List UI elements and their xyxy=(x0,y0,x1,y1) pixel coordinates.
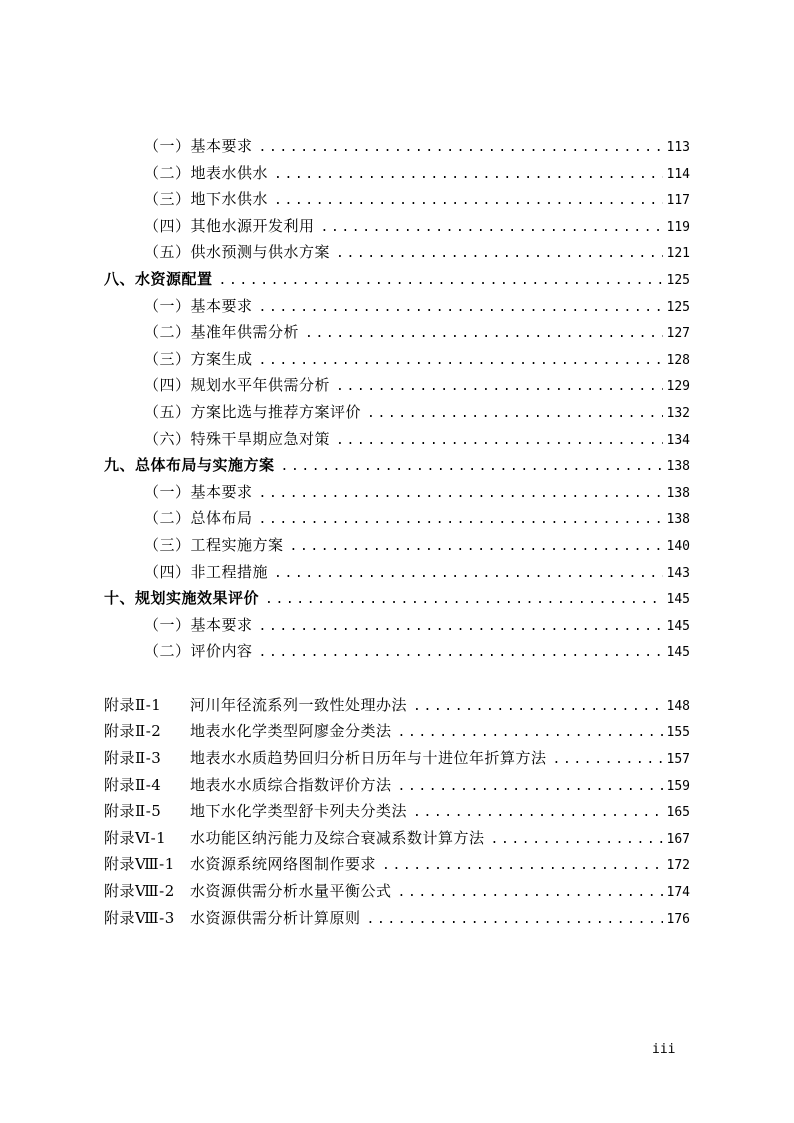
toc-appendix-label xyxy=(104,851,376,878)
toc-section-entry[interactable] xyxy=(104,133,690,160)
toc-entry-page: 176 xyxy=(666,911,690,927)
toc-leader-dots xyxy=(491,827,663,854)
toc-leader-dots xyxy=(413,800,663,827)
appendix-title: 水功能区纳污能力及综合衰减系数计算方法 xyxy=(190,828,485,847)
appendix-code: 附录Ⅱ-4 xyxy=(104,775,162,794)
toc-section-entry[interactable] xyxy=(104,479,690,506)
toc-entry-label: （二）基准年供需分析 xyxy=(144,323,300,342)
toc-section-entry[interactable] xyxy=(104,426,690,453)
appendix-code: 附录Ⅱ-5 xyxy=(104,802,162,821)
toc-entry-page: 148 xyxy=(666,698,690,714)
toc-entry-page: 132 xyxy=(666,405,690,421)
toc-leader-dots xyxy=(259,135,663,162)
toc-leader-dots xyxy=(219,268,663,295)
toc-entry-page: 134 xyxy=(666,432,690,448)
toc-entry-page: 127 xyxy=(666,326,690,342)
appendix-title: 水资源供需分析计算原则 xyxy=(190,908,361,927)
toc-leader-dots xyxy=(321,215,663,242)
toc-leader-dots xyxy=(265,587,663,614)
toc-leader-dots xyxy=(367,907,663,934)
toc-entries xyxy=(104,133,690,665)
toc-entry-label: （一）基本要求 xyxy=(144,615,253,634)
appendix-code: 附录Ⅷ-3 xyxy=(104,908,175,927)
toc-entry-page: 129 xyxy=(666,379,690,395)
toc-leader-dots xyxy=(290,534,663,561)
toc-leader-dots xyxy=(553,747,663,774)
toc-appendix-entry[interactable] xyxy=(104,745,690,772)
toc-entry-label: 八、水资源配置 xyxy=(104,269,213,288)
toc-entry-page: 159 xyxy=(666,778,690,794)
page-number: iii xyxy=(652,1042,676,1057)
toc-leader-dots xyxy=(259,640,663,667)
toc-leader-dots xyxy=(274,561,663,588)
toc-section-entry[interactable] xyxy=(104,505,690,532)
toc-entry-label: （二）评价内容 xyxy=(144,642,253,661)
appendix-title: 地表水水质趋势回归分析日历年与十进位年折算方法 xyxy=(190,749,547,768)
toc-entry-page: 128 xyxy=(666,352,690,368)
toc-appendix-entry[interactable] xyxy=(104,878,690,905)
toc-leader-dots xyxy=(274,188,663,215)
toc-entry-page: 145 xyxy=(666,618,690,634)
toc-entry-page: 117 xyxy=(666,193,690,209)
toc-appendices xyxy=(104,692,690,931)
toc-appendix-label xyxy=(104,878,392,905)
toc-appendix-label xyxy=(104,905,361,932)
toc-leader-dots xyxy=(259,507,663,534)
toc-section-entry[interactable] xyxy=(104,186,690,213)
toc-entry-page: 167 xyxy=(666,831,690,847)
toc-entry-label: （一）基本要求 xyxy=(144,296,253,315)
toc-section-entry[interactable] xyxy=(104,239,690,266)
toc-entry-page: 138 xyxy=(666,459,690,475)
appendix-title: 地表水化学类型阿廖金分类法 xyxy=(190,722,392,741)
toc-entry-label: （三）方案生成 xyxy=(144,349,253,368)
toc-entry-label: 九、总体布局与实施方案 xyxy=(104,456,275,475)
toc-leader-dots xyxy=(398,774,663,801)
appendix-code: 附录Ⅱ-2 xyxy=(104,722,162,741)
toc-leader-dots xyxy=(259,481,663,508)
toc-section-entry[interactable] xyxy=(104,399,690,426)
toc-entry-page: 113 xyxy=(666,140,690,155)
toc-appendix-label xyxy=(104,745,547,772)
toc-leader-dots xyxy=(259,348,663,375)
toc-leader-dots xyxy=(382,853,663,880)
toc-entry-label: 十、规划实施效果评价 xyxy=(104,589,260,608)
appendix-title: 水资源系统网络图制作要求 xyxy=(190,855,377,874)
toc-entry-label: （二）地表水供水 xyxy=(144,163,269,182)
toc-leader-dots xyxy=(336,374,663,401)
toc-entry-label: （四）其他水源开发利用 xyxy=(144,216,315,235)
toc-leader-dots xyxy=(398,880,663,907)
toc-entry-page: 165 xyxy=(666,805,690,821)
appendix-code: 附录Ⅱ-3 xyxy=(104,749,162,768)
table-of-contents xyxy=(104,133,690,931)
toc-entry-page: 114 xyxy=(666,166,690,182)
toc-leader-dots xyxy=(413,694,663,721)
toc-leader-dots xyxy=(398,720,663,747)
toc-section-entry[interactable] xyxy=(104,638,690,665)
toc-appendix-entry[interactable] xyxy=(104,798,690,825)
toc-entry-label: （六）特殊干旱期应急对策 xyxy=(144,429,331,448)
toc-entry-label: （四）规划水平年供需分析 xyxy=(144,376,331,395)
toc-appendix-label xyxy=(104,772,392,799)
appendix-title: 地表水水质综合指数评价方法 xyxy=(190,775,392,794)
toc-appendix-entry[interactable] xyxy=(104,825,690,852)
toc-entry-page: 145 xyxy=(666,592,690,608)
toc-entry-label: （五）供水预测与供水方案 xyxy=(144,243,331,262)
toc-entry-page: 125 xyxy=(666,299,690,315)
toc-entry-label: （三）地下水供水 xyxy=(144,190,269,209)
toc-leader-dots xyxy=(274,162,663,189)
toc-section-entry[interactable] xyxy=(104,160,690,187)
toc-leader-dots xyxy=(336,428,663,455)
toc-entry-label: （五）方案比选与推荐方案评价 xyxy=(144,402,362,421)
toc-appendix-entry[interactable] xyxy=(104,905,690,932)
toc-section-entry[interactable] xyxy=(104,346,690,373)
appendix-code: 附录Ⅷ-1 xyxy=(104,855,175,874)
toc-entry-page: 121 xyxy=(666,246,690,262)
toc-entry-label: （一）基本要求 xyxy=(144,137,253,155)
toc-leader-dots xyxy=(281,454,663,481)
toc-leader-dots xyxy=(305,321,663,348)
appendix-title: 河川年径流系列一致性处理办法 xyxy=(190,695,408,714)
toc-entry-page: 157 xyxy=(666,752,690,768)
toc-appendix-entry[interactable] xyxy=(104,851,690,878)
toc-section-entry[interactable] xyxy=(104,532,690,559)
toc-leader-dots xyxy=(367,401,663,428)
toc-section-entry[interactable] xyxy=(104,213,690,240)
toc-section-entry[interactable] xyxy=(104,319,690,346)
appendix-code: 附录Ⅷ-2 xyxy=(104,882,175,901)
toc-appendix-entry[interactable] xyxy=(104,772,690,799)
toc-entry-page: 138 xyxy=(666,485,690,501)
appendix-title: 水资源供需分析水量平衡公式 xyxy=(190,882,392,901)
toc-appendix-label xyxy=(104,798,407,825)
toc-appendix-label xyxy=(104,718,392,745)
toc-entry-page: 125 xyxy=(666,272,690,288)
toc-leader-dots xyxy=(336,241,663,268)
toc-appendix-entry[interactable] xyxy=(104,718,690,745)
toc-entry-page: 138 xyxy=(666,512,690,528)
toc-entry-page: 172 xyxy=(666,858,690,874)
toc-leader-dots xyxy=(259,295,663,322)
toc-chapter-entry[interactable] xyxy=(104,452,690,479)
toc-appendix-label xyxy=(104,692,407,719)
section-gap xyxy=(104,665,690,692)
toc-entry-page: 140 xyxy=(666,538,690,554)
toc-section-entry[interactable] xyxy=(104,612,690,639)
toc-appendix-label xyxy=(104,825,485,852)
toc-appendix-entry[interactable] xyxy=(104,692,690,719)
toc-section-entry[interactable] xyxy=(104,293,690,320)
toc-entry-page: 143 xyxy=(666,565,690,581)
toc-entry-label: （三）工程实施方案 xyxy=(144,535,284,554)
toc-chapter-entry[interactable] xyxy=(104,585,690,612)
appendix-code: 附录Ⅱ-1 xyxy=(104,695,162,714)
toc-entry-label: （二）总体布局 xyxy=(144,509,253,528)
toc-entry-label: （一）基本要求 xyxy=(144,482,253,501)
toc-entry-page: 145 xyxy=(666,645,690,661)
appendix-code: 附录Ⅵ-1 xyxy=(104,828,167,847)
toc-chapter-entry[interactable] xyxy=(104,266,690,293)
toc-entry-label: （四）非工程措施 xyxy=(144,562,269,581)
toc-leader-dots xyxy=(259,614,663,641)
toc-entry-page: 174 xyxy=(666,885,690,901)
toc-section-entry[interactable] xyxy=(104,372,690,399)
toc-entry-page: 155 xyxy=(666,725,690,741)
toc-section-entry[interactable] xyxy=(104,559,690,586)
toc-entry-page: 119 xyxy=(666,219,690,235)
appendix-title: 地下水化学类型舒卡列夫分类法 xyxy=(190,802,408,821)
